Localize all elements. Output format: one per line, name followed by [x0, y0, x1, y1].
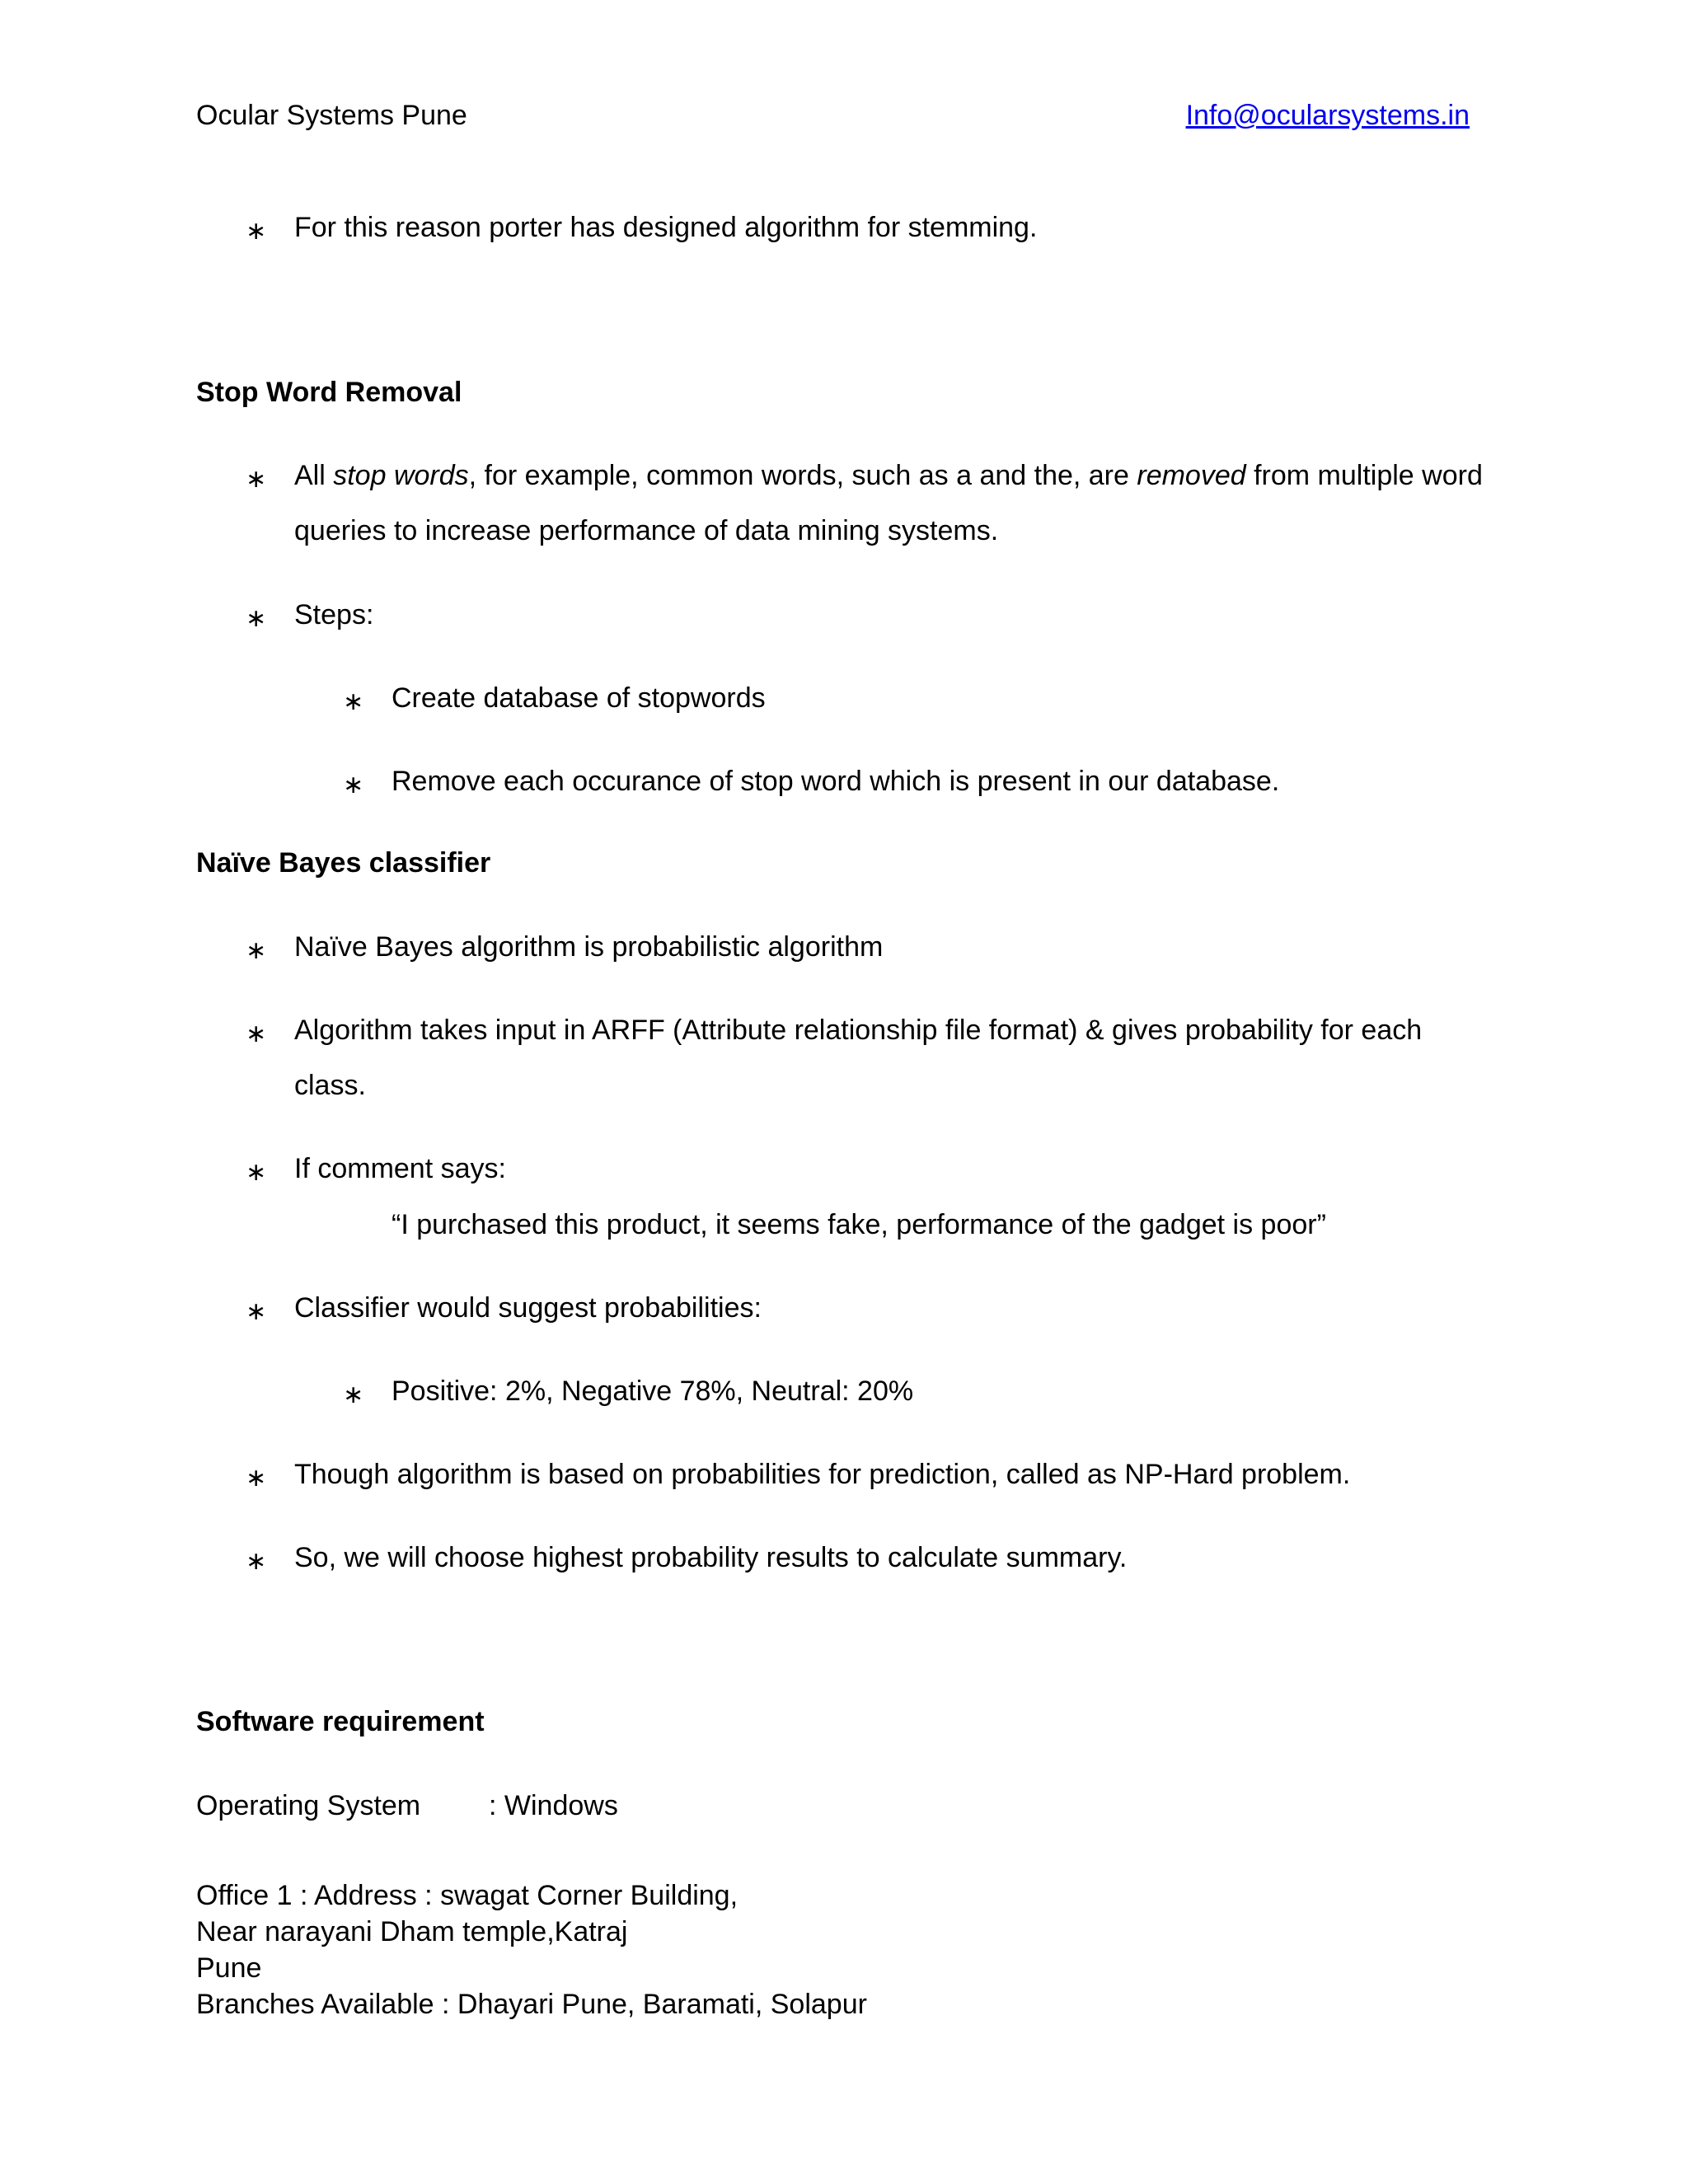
email-link[interactable]: Info@ocularsystems.in	[1185, 100, 1470, 131]
bullet-icon: ∗	[246, 1159, 267, 1186]
intro-bullet-text: For this reason porter has designed algorithm for stemming.	[294, 212, 1038, 243]
bullet-icon: ∗	[246, 1020, 267, 1047]
stopword-b1-em1: stop words	[333, 460, 469, 491]
bullet-icon: ∗	[246, 1548, 267, 1575]
bullet-icon: ∗	[246, 218, 267, 245]
bullet-icon: ∗	[343, 771, 364, 799]
footer-branches: Branches Available : Dhayari Pune, Baramati, Solapur	[196, 1989, 867, 2020]
footer-address-line-3: Pune	[196, 1952, 262, 1984]
nb-bullet-1: Naïve Bayes algorithm is probabilistic algorithm	[294, 931, 884, 963]
step-item-2: Remove each occurance of stop word which is present in our database.	[392, 766, 1280, 797]
stopword-bullet-1	[294, 459, 1483, 492]
nb-bullet-5: Though algorithm is based on probabilities for prediction, called as NP-Hard problem.	[294, 1459, 1351, 1490]
os-value: : Windows	[489, 1790, 618, 1821]
stopword-b1-part2: , for example, common words, such as a and the, are	[468, 460, 1137, 491]
stopword-b1-part1: All	[294, 460, 334, 491]
nb-bullet-3: If comment says:	[294, 1153, 506, 1184]
stopword-heading: Stop Word Removal	[196, 377, 462, 408]
software-heading: Software requirement	[196, 1706, 485, 1737]
company-name: Ocular Systems Pune	[196, 100, 467, 131]
bullet-icon: ∗	[246, 1298, 267, 1325]
probabilities-item: Positive: 2%, Negative 78%, Neutral: 20%	[392, 1376, 914, 1407]
footer-address-line-1: Office 1 : Address : swagat Corner Building,	[196, 1880, 738, 1911]
stopword-b1-part3: from multiple word	[1245, 460, 1483, 491]
bullet-icon: ∗	[246, 1465, 267, 1492]
stopword-b1-em2: removed	[1137, 460, 1246, 491]
bullet-icon: ∗	[343, 1381, 364, 1408]
nb-bullet-4: Classifier would suggest probabilities:	[294, 1292, 762, 1324]
bullet-icon: ∗	[246, 937, 267, 964]
bullet-icon: ∗	[246, 466, 267, 493]
naive-bayes-heading: Naïve Bayes classifier	[196, 847, 491, 879]
nb-bullet-2-line2: class.	[294, 1070, 366, 1101]
steps-label: Steps:	[294, 599, 374, 630]
stopword-bullet-1-line2: queries to increase performance of data mining systems.	[294, 515, 999, 546]
bullet-icon: ∗	[343, 688, 364, 715]
comment-quote: “I purchased this product, it seems fake, performance of the gadget is poor”	[392, 1209, 1326, 1240]
step-item-1: Create database of stopwords	[392, 682, 766, 714]
nb-bullet-2: Algorithm takes input in ARFF (Attribute relationship file format) & gives probability for each	[294, 1015, 1423, 1046]
nb-bullet-6: So, we will choose highest probability results to calculate summary.	[294, 1542, 1128, 1573]
os-label: Operating System	[196, 1790, 421, 1821]
footer-address-line-2: Near narayani Dham temple,Katraj	[196, 1916, 628, 1947]
bullet-icon: ∗	[246, 605, 267, 632]
